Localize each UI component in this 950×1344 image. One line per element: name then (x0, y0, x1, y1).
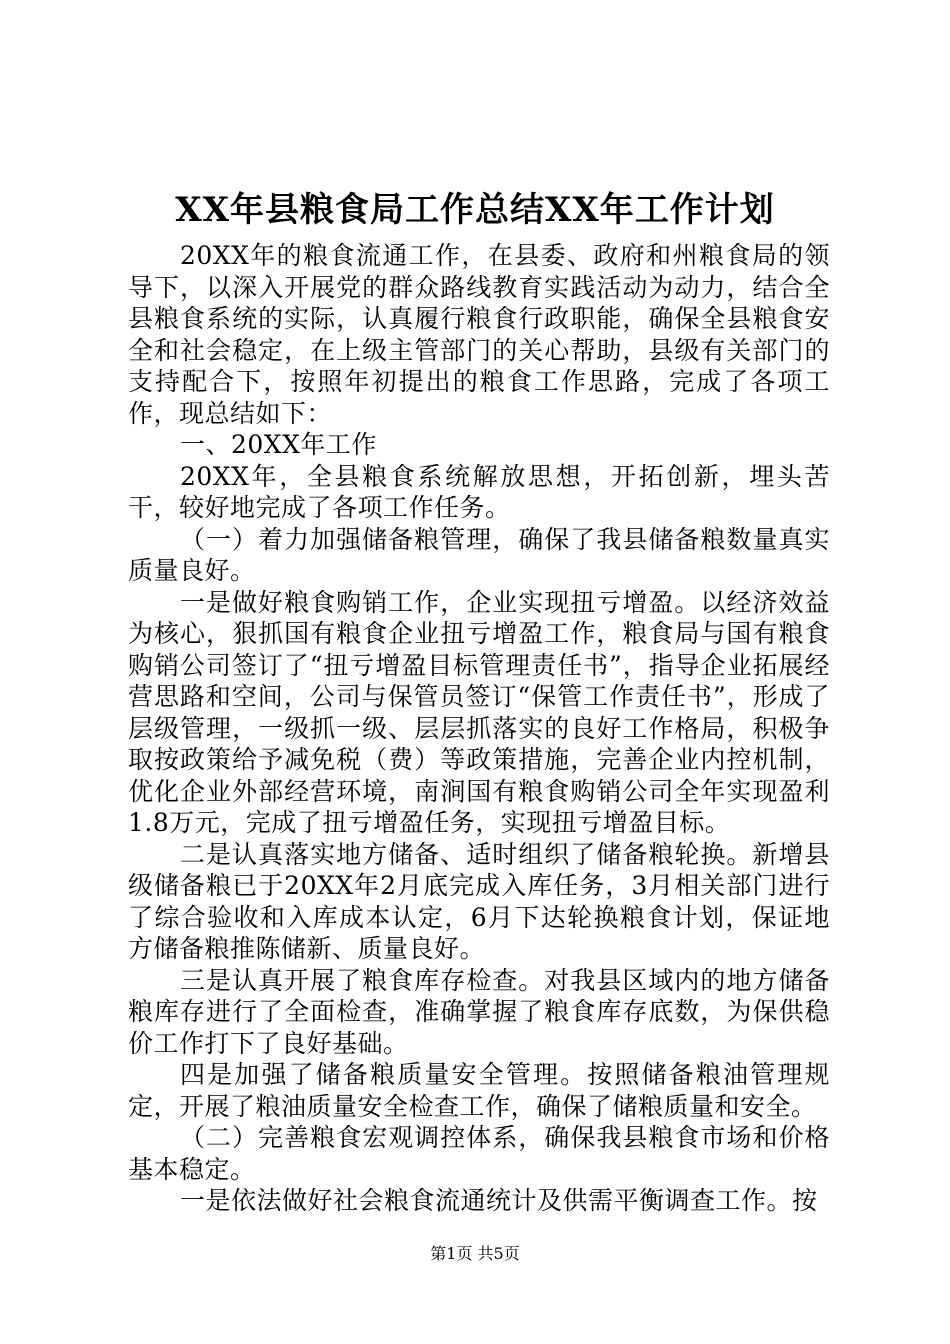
page-footer: 第1页 共5页 (430, 1244, 520, 1263)
paragraph-item-1: 一是做好粮食购销工作，企业实现扭亏增盈。以经济效益为核心，狠抓国有粮食企业扭亏增盈工作，粮食局与国有粮食购销公司签订了“扭亏增盈目标管理责任书”，指导企业拓展经营思路和空间，公司与保管员签订“保管工作责任书”，形成了层级管理，一级抓一级、层层抓落实的良好工作格局，积极争取按政策给予减免税（费）等政策措施，完善企业内控机制，优化企业外部经营环境，南涧国有粮食购销公司全年实现盈利1.8万元，完成了扭亏增盈任务，实现扭亏增盈目标。 (128, 587, 830, 837)
paragraph-intro: 20XX年的粮食流通工作，在县委、政府和州粮食局的领导下，以深入开展党的群众路线教育实践活动为动力，结合全县粮食系统的实际，认真履行粮食行政职能，确保全县粮食安全和社会稳定，在上级主管部门的关心帮助，县级有关部门的支持配合下，按照年初提出的粮食工作思路，完成了各项工作，现总结如下： (128, 241, 830, 428)
paragraph-item-3: 三是认真开展了粮食库存检查。对我县区域内的地方储备粮库存进行了全面检查，准确掌握了粮食库存底数，为保供稳价工作打下了良好基础。 (128, 965, 830, 1058)
subheading-one: （一）着力加强储备粮管理，确保了我县储备粮数量真实质量良好。 (128, 524, 830, 585)
document-body (128, 240, 830, 1217)
subheading-two: （二）完善粮食宏观调控体系，确保我县粮食市场和价格基本稳定。 (128, 1123, 830, 1184)
paragraph-item-5: 一是依法做好社会粮食流通统计及供需平衡调查工作。按 (180, 1186, 818, 1215)
paragraph-item-2: 二是认真落实地方储备、适时组织了储备粮轮换。新增县级储备粮已于20XX年2月底完成入库任务，3月相关部门进行了综合验收和入库成本认定，6月下达轮换粮食计划，保证地方储备粮推陈储新、质量良好。 (128, 839, 830, 963)
heading-section-one: 一、20XX年工作 (180, 430, 377, 459)
document-title: XX年县粮食局工作总结XX年工作计划 (175, 190, 775, 230)
paragraph-item-4: 四是加强了储备粮质量安全管理。按照储备粮油管理规定，开展了粮油质量安全检查工作，确保了储粮质量和安全。 (128, 1060, 830, 1121)
paragraph-overview: 20XX年，全县粮食系统解放思想，开拓创新，埋头苦干，较好地完成了各项工作任务。 (128, 461, 830, 522)
